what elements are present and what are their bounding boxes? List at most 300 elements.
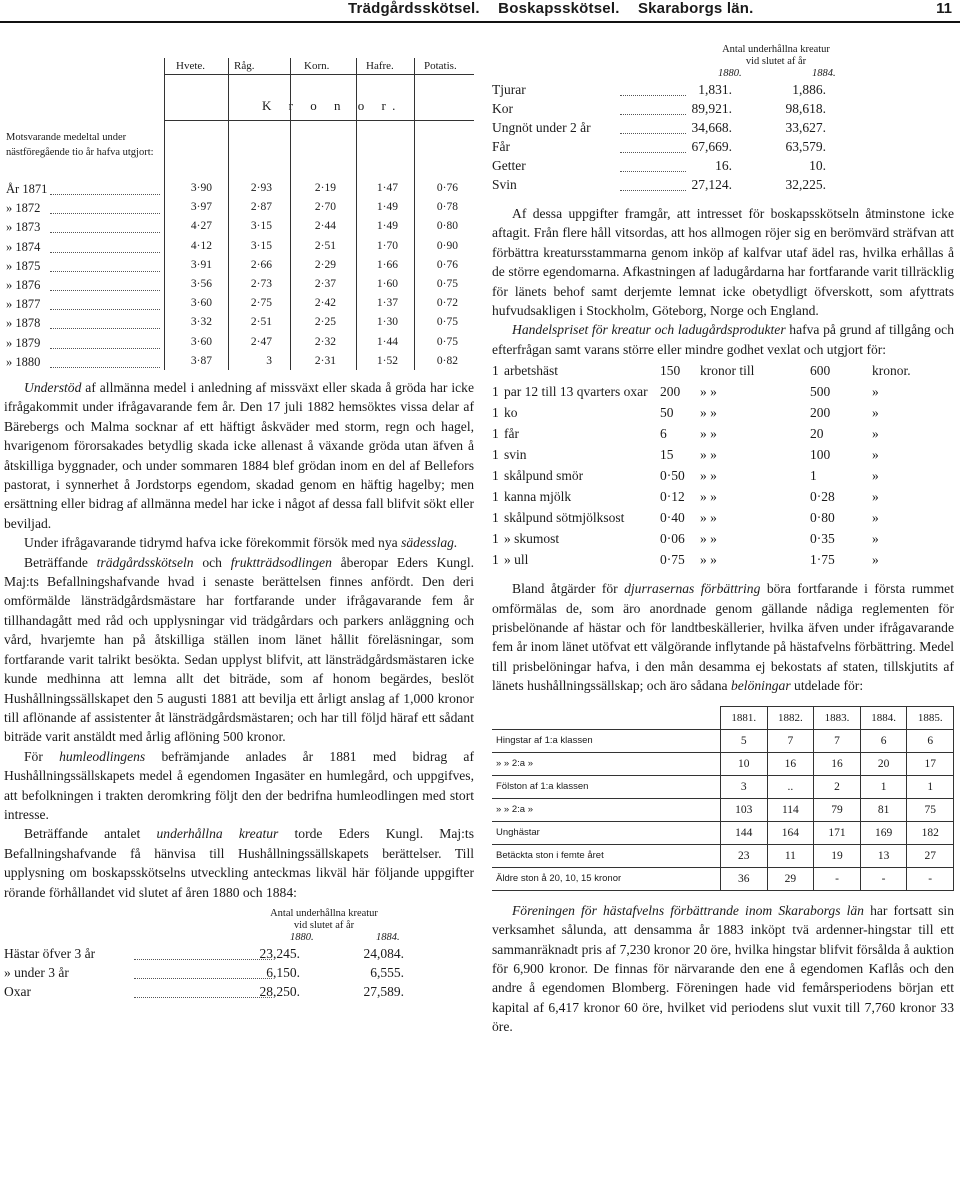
count-cell: 144 — [721, 821, 768, 844]
price-qty: 1 — [492, 426, 499, 442]
col-korn: Korn. — [304, 60, 330, 72]
count-cell: - — [907, 867, 954, 890]
text: af allmänna medel i anledning af missväxt eller skada å gröda har icke ifrågakommit under ifrågavarande fem år. Den 17 juli 1882 hemsöktes vissa delar af Bärebergs och Malma socknar af ett häftigt åskväder med storm, regn och hagel, hvarigenom förorsakades betydlig skada icke allenast å växande gröda utan äfven å åtskilliga byggnader, och under sommaren 1884 blef grödan inom en del af Bellefors pastorat, i synnerhet å Jordstorps egendom, skadad genom en häftig hagelby; men ersättning eller bidrag af allmänna medel har icke i något af dessa fall blifvit sökt eller beviljad. — [4, 380, 474, 531]
price-sep: » » — [700, 384, 717, 400]
leader-dots — [50, 367, 160, 368]
year-label: » 1876 — [6, 278, 41, 292]
year-label: » 1874 — [6, 239, 41, 254]
price-unit: » — [872, 489, 879, 505]
col-hafre: Hafre. — [366, 60, 394, 72]
count-cell: 1 — [907, 775, 954, 798]
price-qty: 1 — [492, 510, 499, 526]
price-unit: » — [872, 552, 879, 568]
value-1884: 24,084. — [363, 945, 404, 961]
stock-row — [492, 177, 954, 196]
price-list — [492, 363, 954, 573]
year-label: » 1875 — [6, 258, 41, 273]
price-cell: 1·66 — [376, 258, 398, 271]
price-row — [492, 468, 954, 489]
year-label: » 1879 — [6, 335, 41, 350]
stock-label: Svin — [492, 177, 517, 192]
price-high: 0·28 — [810, 489, 835, 505]
paragraph — [492, 579, 954, 695]
text: Bland åtgärder för — [512, 581, 625, 597]
year-label: » 1872 — [6, 201, 41, 216]
header-rule — [0, 21, 960, 23]
price-high: 1 — [810, 468, 817, 484]
count-cell: 20 — [860, 752, 907, 775]
horse-award-table — [492, 706, 954, 891]
emphasis: Understöd — [24, 380, 82, 395]
count-cell: 17 — [907, 752, 954, 775]
price-cell: 2·29 — [314, 258, 336, 271]
price-high: 100 — [810, 447, 831, 463]
price-unit: » — [872, 426, 879, 442]
table-row — [6, 182, 474, 201]
unit-label: K r o n o r. — [262, 98, 403, 113]
year-header: 1883. — [814, 706, 861, 729]
value-1880: 27,124. — [691, 177, 732, 192]
price-high: 1·75 — [810, 552, 835, 568]
count-cell: 10 — [721, 752, 768, 775]
price-cell: 0·75 — [436, 278, 458, 290]
value-1884: 98,618. — [785, 101, 826, 116]
text: åberopar Eders Kungl. Maj:ts Befallningshafvande hvad i senaste berättelsen finnes anfördt. Den deri omförmälde länsträdgårdsmästare har fortfarande under ifrågavarande fem år tillhandagått med råd och upplysningar vid trädgårdars och parkers anläggning och vård, hvarjemte han på åtskilliga ställen inom länet hållit föreläsningar, som fortfarande varit talrikt besökta. Sedan upplyst blifvit, att länsträdgårdsmästaren icke kunde medhinna att lemna allt det biträde, som af honom begärdes, beslöt Hushållningssällskapet den 5 augusti 1881 att bevilja ett årligt anslag af 1,000 kronor till aflönande af assistenter åt länsträdgårdsmästaren; och har till följd häraf ett sådant biträde varit anstäldt med årlig aflöning 500 kronor. — [4, 554, 474, 745]
table-row — [492, 798, 954, 821]
row-label: » » 2:a » — [492, 798, 721, 821]
count-cell: 75 — [907, 798, 954, 821]
stock-row — [4, 946, 474, 965]
price-high: 200 — [810, 405, 831, 421]
price-cell: 3·15 — [250, 220, 272, 233]
price-high: 0·35 — [810, 531, 835, 547]
price-cell: 2·25 — [314, 316, 336, 329]
count-cell: .. — [767, 775, 814, 798]
table-row — [6, 297, 474, 316]
price-unit: kronor. — [872, 363, 911, 379]
emphasis: humleodlingens — [59, 748, 146, 764]
leader-dots — [50, 309, 160, 310]
count-cell: 169 — [860, 821, 907, 844]
stock-label: » under 3 år — [4, 964, 69, 980]
value-1880: 16. — [715, 158, 732, 173]
leader-dots — [50, 348, 160, 349]
count-cell: 164 — [767, 821, 814, 844]
stock-label: Får — [492, 139, 510, 154]
emphasis: fruktträdsodlingen — [230, 554, 332, 570]
text: befrämjande anlades år 1881 med bidrag af Hushållningssällskapets medel å egendomen Ingasäter en humlegård, och uppgifves, att befolkningen i trakten deromkring följt den der bedrifna humleodlingen med stort intresse. — [4, 748, 474, 822]
price-cell: 3·32 — [190, 316, 212, 329]
price-unit: » — [872, 468, 879, 484]
heading-line: vid slutet af år — [745, 56, 807, 67]
table-row — [6, 316, 474, 335]
leader-dots — [50, 271, 160, 272]
count-cell: 36 — [721, 867, 768, 890]
row-label: Betäckta ston i femte året — [492, 844, 721, 867]
price-cell: 1·49 — [376, 220, 398, 233]
price-cell: 1·49 — [376, 201, 398, 214]
text: Under ifrågavarande tidrymd hafva icke förekommit försök med nya — [24, 535, 402, 551]
stock-label: Kor — [492, 101, 513, 116]
price-cell: 0·75 — [436, 316, 458, 329]
page-number: 11 — [936, 0, 952, 17]
price-unit: » — [872, 510, 879, 526]
price-cell: 1·52 — [376, 354, 398, 367]
count-cell: 79 — [814, 798, 861, 821]
text: har fortsatt sin verksamhet sålunda, att densamma år 1883 inköpt tvä ardenner-hingstar till ett sammanräknadt pris af 7,230 kronor 20 öre, hvilka hingstar blifvit försålda å auktion för 6,900 kronor. De finnas för närvarande den ene å egendomen Kaflås och den andre å egendomen Blomberg. Föreningen hade vid femårsperiodens början ett kapital af 6,417 kronor 60 öre, hvilket vid periodens slut vuxit till 7,760 kronor 33 öre. — [492, 902, 954, 1035]
page-header — [0, 0, 960, 22]
price-low: 0·40 — [660, 510, 685, 526]
price-row — [492, 552, 954, 573]
count-cell: 1 — [860, 775, 907, 798]
paragraph: Af dessa uppgifter framgår, att intresset för boskapsskötseln åtminstone icke aftagit. Från flere håll vitsordas, att hos allmogen röjer sig en berömvärd sträfvan att förbättra kreatursstammarna genom inköp af kalfvar utaf ädel ras, hvilka erhållas å de större egendomarna. Afkastningen af ladugårdarna har fortfarande varit tillräcklig för länets behof samt derjemte lemnat icke obetydligt öfverskott, som afyttrats hufvudsakligen i Stockholm, Göteborg, Norge och England. — [492, 206, 954, 319]
count-cell: 5 — [721, 729, 768, 752]
count-cell: 19 — [814, 844, 861, 867]
price-cell: 2·42 — [314, 297, 336, 310]
running-titles — [348, 0, 767, 17]
title-tradgard: Trädgårdsskötsel. — [348, 0, 480, 17]
price-cell: 0·78 — [436, 201, 458, 214]
row-label: Hingstar af 1:a klassen — [492, 729, 721, 752]
price-cell: 3·60 — [190, 297, 212, 310]
paragraph — [4, 824, 474, 902]
count-cell: 7 — [767, 729, 814, 752]
count-cell: - — [814, 867, 861, 890]
table-row — [492, 775, 954, 798]
stock-label: Tjurar — [492, 82, 526, 97]
text: böra fortfarande i första rummet omförmälas de, som äro anordnade genom gällande nådiga reglementen för prisbelönande af hästar och för landtbeskällerier, hvilka äfven under ifrågavarande fem år inom länet utöfvat ett välgörande inflytande på hästafvelns förbättring. Medel till prisbelöningar hafva, i den mån desamma ej bekostats af staten, tillskjutits af länets hushållningssällskap; och äro sådana — [492, 581, 954, 694]
count-cell: 81 — [860, 798, 907, 821]
price-unit: » — [872, 405, 879, 421]
paragraph — [4, 747, 474, 825]
price-cell: 3·91 — [190, 258, 212, 271]
price-cell: 1·37 — [376, 297, 398, 310]
price-low: 0·75 — [660, 552, 685, 568]
leader-dots — [50, 232, 160, 233]
price-unit: » — [872, 384, 879, 400]
left-column — [4, 58, 474, 1003]
price-cell: 2·31 — [314, 354, 336, 367]
price-cell: 1·47 — [376, 182, 398, 194]
year-1884: 1884. — [376, 931, 400, 943]
row-label: Äldre ston å 20, 10, 15 kronor — [492, 867, 721, 890]
price-item: » skumost — [504, 531, 560, 547]
price-item: ko — [504, 405, 518, 421]
stock-heading — [676, 44, 876, 68]
price-item: » ull — [504, 552, 529, 568]
value-1880: 89,921. — [691, 101, 732, 116]
leader-dots — [50, 213, 160, 214]
emphasis: djurrasernas förbättring — [624, 581, 761, 597]
year-1880: 1880. — [718, 68, 742, 79]
count-cell: - — [860, 867, 907, 890]
row-label: » » 2:a » — [492, 752, 721, 775]
count-cell: 11 — [767, 844, 814, 867]
table-row — [492, 752, 954, 775]
leader-dots — [50, 252, 160, 253]
price-cell: 3·15 — [250, 239, 272, 252]
value-1884: 6,555. — [370, 964, 404, 980]
paragraph — [4, 553, 474, 747]
price-cell: 3·60 — [190, 335, 212, 348]
price-sep: » » — [700, 510, 717, 526]
emphasis: underhållna kreatur — [156, 826, 279, 842]
table-header-row — [492, 706, 954, 729]
price-low: 50 — [660, 405, 674, 421]
count-cell: 27 — [907, 844, 954, 867]
price-cell: 2·19 — [314, 182, 336, 194]
row-label: Fölston af 1:a klassen — [492, 775, 721, 798]
value-1880: 1,831. — [698, 82, 732, 97]
year-header: 1881. — [721, 706, 768, 729]
table-row — [492, 821, 954, 844]
table-row — [6, 240, 474, 259]
year-label: » 1873 — [6, 220, 41, 235]
value-1884: 63,579. — [785, 139, 826, 154]
price-sep: » » — [700, 468, 717, 484]
price-cell: 0·76 — [436, 182, 458, 194]
stock-row — [492, 139, 954, 158]
price-low: 15 — [660, 447, 674, 463]
stock-label: Ungnöt under 2 år — [492, 120, 591, 135]
row-label: Unghästar — [492, 821, 721, 844]
price-row — [492, 405, 954, 426]
price-low: 0·06 — [660, 531, 685, 547]
price-cell: 2·37 — [314, 278, 336, 290]
price-cell: 2·51 — [314, 239, 336, 252]
count-cell: 23 — [721, 844, 768, 867]
table-row — [6, 259, 474, 278]
value-1880: 28,250. — [259, 983, 300, 999]
price-cell: 0·75 — [436, 335, 458, 348]
emphasis: belöningar — [730, 678, 791, 694]
price-low: 0·12 — [660, 489, 685, 505]
year-1884: 1884. — [812, 68, 836, 79]
price-row — [492, 426, 954, 447]
table-row — [6, 220, 474, 239]
heading-line: vid slutet af år — [293, 919, 355, 931]
value-1884: 33,627. — [785, 120, 826, 135]
text: utdelade för: — [790, 678, 864, 694]
emphasis: Föreningen för hästafvelns förbättrande inom Skaraborgs län — [512, 902, 864, 918]
price-unit: » — [872, 447, 879, 463]
paragraph — [492, 320, 954, 359]
year-header: 1882. — [767, 706, 814, 729]
price-cell: 2·87 — [250, 201, 272, 214]
price-qty: 1 — [492, 552, 499, 568]
price-item: skålpund smör — [504, 468, 584, 484]
text: Beträffande — [24, 554, 97, 570]
price-cell: 2·47 — [250, 335, 272, 348]
paragraph — [4, 378, 474, 533]
price-cell: 3·90 — [190, 182, 212, 194]
year-header: 1885. — [907, 706, 954, 729]
text: hafva på grund af tillgång och efterfrågan samt varans större eller mindre godhet vexlat och utgjort för: — [492, 322, 954, 357]
paragraph — [4, 533, 474, 552]
title-lan: Skaraborgs län. — [637, 0, 754, 17]
price-qty: 1 — [492, 447, 499, 463]
table-row — [492, 867, 954, 890]
emphasis: sädesslag. — [401, 535, 458, 551]
header-blank — [492, 706, 721, 729]
price-sep: » » — [700, 552, 717, 568]
stock-row — [492, 120, 954, 139]
col-hvete: Hvete. — [176, 60, 206, 72]
price-item: arbetshäst — [504, 363, 558, 379]
stock-row — [492, 158, 954, 177]
price-cell: 0·76 — [436, 258, 458, 271]
count-cell: 16 — [767, 752, 814, 775]
price-item: par 12 till 13 qvarters oxar — [504, 384, 648, 400]
price-qty: 1 — [492, 384, 499, 400]
value-1884: 10. — [809, 158, 826, 173]
stock-years — [492, 68, 954, 82]
count-cell: 16 — [814, 752, 861, 775]
text: Beträffande antalet — [24, 826, 157, 842]
table-rule — [164, 120, 474, 121]
year-label: » 1877 — [6, 297, 41, 312]
price-cell: 1·60 — [376, 278, 398, 290]
price-cell: 1·70 — [376, 239, 398, 252]
price-cell: 3·97 — [190, 201, 212, 214]
price-unit: » — [872, 531, 879, 547]
leader-dots — [50, 290, 160, 291]
col-rag: Råg. — [234, 60, 255, 72]
price-cell: 2·32 — [314, 335, 336, 348]
mean-label: Motsvarande medeltal under nästföregående tio år hafva utgjort: — [6, 132, 154, 158]
price-cell: 1·30 — [376, 316, 398, 329]
price-cell: 2·93 — [250, 182, 272, 194]
price-row — [492, 510, 954, 531]
price-cell: 2·66 — [250, 258, 272, 271]
value-1880: 6,150. — [266, 964, 300, 980]
price-high: 500 — [810, 384, 831, 400]
left-body-text — [4, 378, 474, 902]
count-cell: 6 — [907, 729, 954, 752]
price-row — [492, 531, 954, 552]
count-cell: 2 — [814, 775, 861, 798]
year-header: 1884. — [860, 706, 907, 729]
text: torde Eders Kungl. Maj:ts Befallningshafvande få hänvisa till Hushållningssällskapets berättelser. Till upplysning om boskapsskötselns utveckling anteckmas likväl här följande uppgifter rörande förhållandet vid slutet af åren 1880 och 1884: — [4, 826, 475, 900]
emphasis: Handelspriset för kreatur och ladugårdsprodukter — [512, 322, 786, 338]
col-potatis: Potatis. — [424, 60, 457, 72]
price-item: får — [504, 426, 519, 442]
price-qty: 1 — [492, 363, 499, 379]
value-1880: 67,669. — [691, 139, 732, 154]
price-sep: kronor till — [700, 363, 755, 379]
price-low: 6 — [660, 426, 667, 442]
price-cell: 4·27 — [190, 220, 212, 233]
count-cell: 29 — [767, 867, 814, 890]
table-rule — [164, 74, 474, 75]
count-cell: 6 — [860, 729, 907, 752]
price-qty: 1 — [492, 405, 499, 421]
text: För — [24, 748, 60, 764]
value-1880: 23,245. — [259, 945, 300, 961]
table-row — [6, 278, 474, 297]
stock-heading — [244, 908, 404, 932]
right-column — [492, 44, 954, 1037]
livestock-table-right — [492, 44, 954, 196]
price-cell: 2·70 — [314, 201, 336, 214]
price-cell: 0·82 — [436, 354, 458, 367]
price-qty: 1 — [492, 489, 499, 505]
price-sep: » » — [700, 426, 717, 442]
price-sep: » » — [700, 489, 717, 505]
count-cell: 114 — [767, 798, 814, 821]
stock-label: Hästar öfver 3 år — [4, 945, 96, 961]
count-cell: 103 — [721, 798, 768, 821]
price-row — [492, 489, 954, 510]
title-boskap: Boskapsskötsel. — [498, 0, 620, 17]
price-sep: » » — [700, 405, 717, 421]
count-cell: 7 — [814, 729, 861, 752]
price-high: 20 — [810, 426, 824, 442]
table-row — [6, 201, 474, 220]
text: och — [193, 554, 231, 570]
value-1884: 27,589. — [363, 983, 404, 999]
stock-label: Oxar — [4, 983, 31, 999]
heading-line: Antal underhållna kreatur — [722, 44, 830, 55]
price-item: skålpund sötmjölksost — [504, 510, 625, 526]
price-cell: 0·90 — [436, 239, 458, 252]
table-row — [492, 844, 954, 867]
price-item: kanna mjölk — [504, 489, 572, 505]
price-cell: 2·73 — [250, 278, 272, 290]
value-1884: 32,225. — [785, 177, 826, 192]
stock-row — [492, 101, 954, 120]
price-qty: 1 — [492, 531, 499, 547]
stock-row — [4, 984, 474, 1003]
price-sep: » » — [700, 447, 717, 463]
emphasis: trädgårdsskötseln — [96, 554, 194, 570]
count-cell: 3 — [721, 775, 768, 798]
table-row — [6, 355, 474, 374]
year-label: » 1880 — [6, 354, 41, 369]
year-label: År 1871 — [6, 182, 48, 196]
table-row — [6, 336, 474, 355]
price-cell: 3·56 — [190, 278, 212, 290]
value-1884: 1,886. — [792, 82, 826, 97]
price-row — [492, 384, 954, 405]
price-sep: » » — [700, 531, 717, 547]
leader-dots — [50, 328, 160, 329]
count-cell: 171 — [814, 821, 861, 844]
stock-row — [4, 965, 474, 984]
price-cell: 1·44 — [376, 335, 398, 348]
price-high: 600 — [810, 363, 831, 379]
price-cell: 2·51 — [250, 316, 272, 329]
count-cell: 182 — [907, 821, 954, 844]
count-cell: 13 — [860, 844, 907, 867]
price-low: 150 — [660, 363, 681, 379]
price-cell: 3 — [266, 354, 272, 367]
price-cell: 2·44 — [314, 220, 336, 233]
price-low: 0·50 — [660, 468, 685, 484]
price-high: 0·80 — [810, 510, 835, 526]
livestock-table-left — [4, 908, 474, 1003]
paragraph — [492, 901, 954, 1037]
value-1880: 34,668. — [691, 120, 732, 135]
price-row — [492, 363, 954, 384]
price-cell: 0·72 — [436, 297, 458, 310]
stock-years — [4, 932, 474, 946]
price-item: svin — [504, 447, 527, 463]
year-1880: 1880. — [290, 931, 314, 943]
year-label: » 1878 — [6, 316, 41, 331]
table-row — [492, 729, 954, 752]
price-row — [492, 447, 954, 468]
